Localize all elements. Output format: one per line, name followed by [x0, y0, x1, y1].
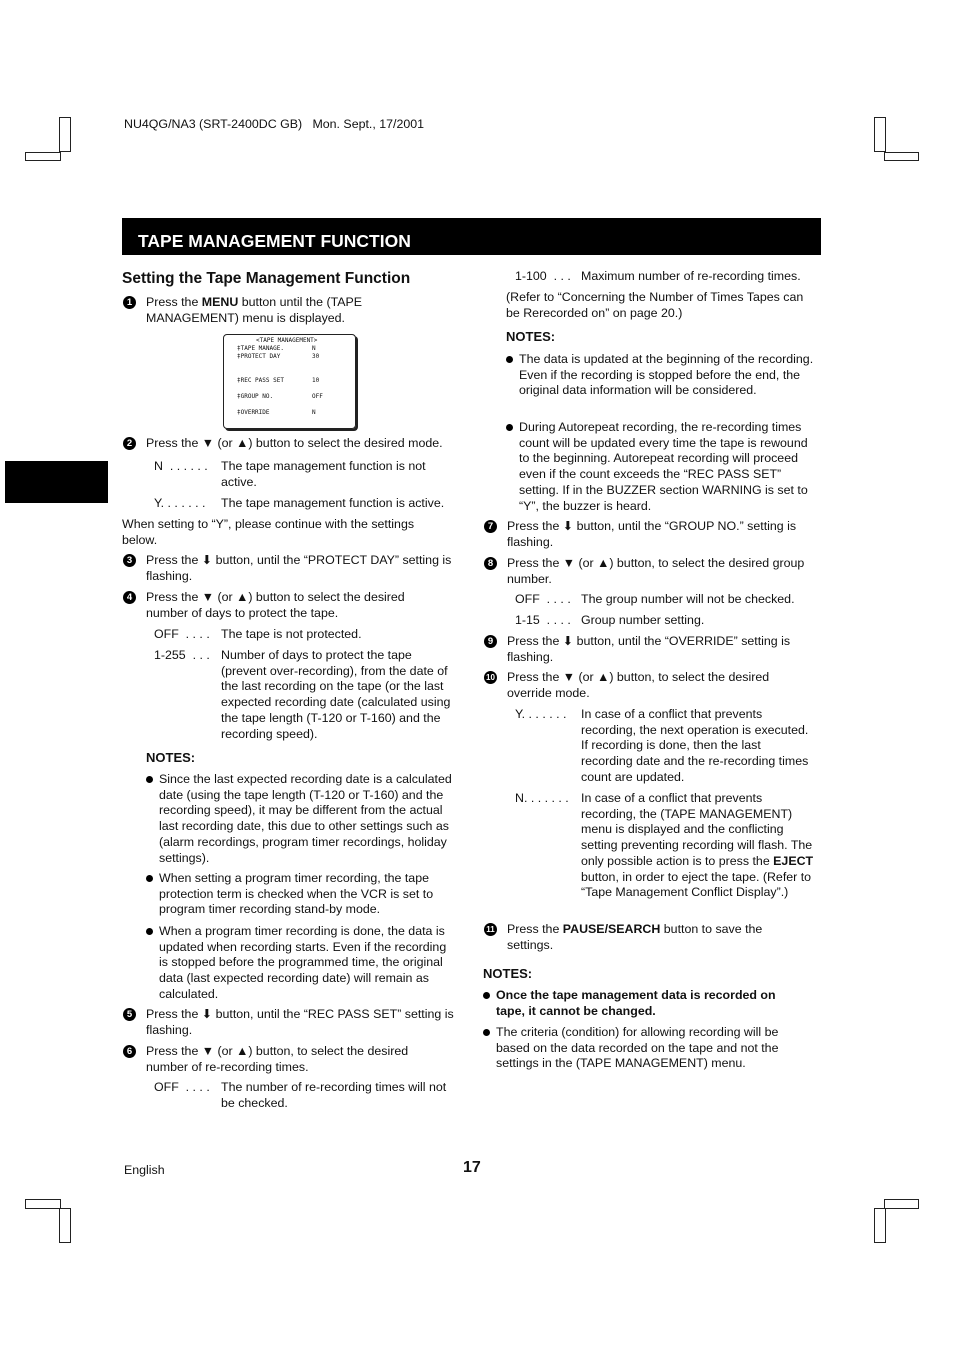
bullet-icon [483, 1029, 490, 1036]
menu-row-value: N [312, 409, 316, 416]
crop-mark [59, 1208, 71, 1243]
step-text: Press the ⬇ button, until the “REC PASS SET” setting is flashing. [146, 1007, 454, 1037]
option-key: N . . . . . . [154, 459, 208, 473]
bullet-icon [483, 992, 490, 999]
step-number: 3 [123, 554, 136, 567]
step-text: Press the ⬇ button, until the “GROUP NO.” setting is flashing. [507, 519, 797, 549]
crop-mark [874, 117, 886, 152]
footer-language: English [124, 1163, 165, 1177]
option-key: 1-100 . . . [515, 269, 571, 283]
note-item [483, 1025, 803, 1072]
step-2 [123, 436, 463, 452]
step-text: Press the ⬇ button, until the “PROTECT DAY” setting is flashing. [146, 553, 452, 583]
option-key: Y. . . . . . . [515, 707, 567, 721]
step-text: button until the (TAPE MANAGEMENT) menu is displayed. [146, 295, 363, 325]
note-text: Since the last expected recording date is a calculated date (using the tape length (T-120 or T-160) and the recording speed), it may be different from the actual last recording date, this due to other settings such as (alarm recordings, program timer recordings, holiday settings). [159, 772, 452, 865]
crop-mark [884, 1199, 919, 1209]
step-8 [484, 556, 820, 587]
crop-mark [874, 1208, 886, 1243]
note-item [146, 924, 458, 1003]
option-desc [581, 791, 819, 901]
step-text: Press the ⬇ button, until the “OVERRIDE” setting is flashing. [507, 634, 791, 664]
menu-row-label: ‡TAPE MANAGE. [237, 345, 284, 352]
step-10 [484, 670, 794, 701]
step-text: Press the [146, 295, 202, 309]
step-9 [484, 634, 816, 665]
option-key: 1-15 . . . . [515, 613, 571, 627]
section-title: TAPE MANAGEMENT FUNCTION [138, 231, 411, 251]
crop-mark [25, 1199, 61, 1209]
menu-row-label: ‡REC PASS SET [237, 377, 284, 384]
option-desc-text: In case of a conflict that prevents recording, the (TAPE MANAGEMENT) menu is displayed and the conflicting setting preventing recording will flash. The only possible action is to press the [581, 791, 813, 868]
note-text: Once the tape management data is recorded on tape, it cannot be changed. [496, 988, 776, 1018]
bullet-icon [146, 776, 153, 783]
step-4 [123, 590, 443, 621]
print-header [124, 117, 424, 133]
menu-row-value: OFF [312, 393, 323, 400]
chapter-side-tab [5, 461, 108, 503]
option-key: 1-255 . . . [154, 648, 210, 662]
note-text: The criteria (condition) for allowing recording will be based on the data recorded on the tape and not the settings in the (TAPE MANAGEMENT) menu. [496, 1025, 779, 1071]
step-6 [123, 1044, 443, 1075]
menu-display-screen [223, 334, 356, 429]
step-text: Press the ▼ (or ▲) button, to select the desired number of re-recording times. [146, 1044, 409, 1074]
option-key: N. . . . . . . [515, 791, 569, 805]
step-number: 5 [123, 1008, 136, 1021]
step-number: 10 [484, 671, 497, 684]
option-desc: The tape management function is not active. [221, 459, 426, 489]
notes-heading: NOTES: [146, 750, 196, 765]
note-text: During Autorepeat recording, the re-recording times count will be updated every time the tape is rewound to the beginning. Autorepeat recording will proceed even if the count exceeds the “REC PASS SET” setting. If in the BUZZER section WARNING is set to “Y”, the buzzer is heard. [519, 420, 808, 513]
step-5 [123, 1007, 463, 1038]
option-desc: Number of days to protect the tape (prevent over-recording), from the date of the last recording on the tape (or the last expected recording date (calculated using the tape length (T-120 or T-160) and the recording speed). [221, 648, 451, 741]
note-item [146, 871, 458, 918]
menu-row-label: ‡GROUP NO. [237, 393, 274, 400]
step-number: 4 [123, 591, 136, 604]
menu-button-label: MENU [201, 295, 239, 309]
note-item [146, 772, 458, 866]
step-number: 6 [123, 1045, 136, 1058]
menu-row-value: 30 [312, 353, 320, 360]
print-date: Mon. Sept., 17/2001 [312, 117, 425, 131]
subsection-title: Setting the Tape Management Function [122, 270, 411, 287]
step-number: 2 [123, 437, 136, 450]
bullet-icon [506, 356, 513, 363]
step-7 [484, 519, 816, 550]
option-key: OFF . . . . [154, 627, 210, 641]
step-number: 8 [484, 557, 497, 570]
bullet-icon [506, 424, 513, 431]
option-desc: In case of a conflict that prevents recording, the next operation is executed. If recording is done, then the last recording date and the re-recording times count are updated. [581, 707, 809, 784]
option-desc: The tape is not protected. [221, 627, 362, 641]
crop-mark [59, 117, 71, 152]
option-desc: The tape management function is active. [221, 496, 445, 510]
step-11 [484, 922, 794, 953]
step-number: 9 [484, 635, 497, 648]
bullet-icon [146, 875, 153, 882]
step-text: Press the ▼ (or ▲) button to select the desired mode. [146, 436, 443, 450]
step-number: 7 [484, 520, 497, 533]
option-desc: The number of re-recording times will not be checked. [221, 1080, 447, 1110]
bullet-icon [146, 928, 153, 935]
step-text: button to save the settings. [507, 922, 763, 952]
menu-row-label: ‡OVERRIDE [237, 409, 270, 416]
option-desc: Group number setting. [581, 613, 705, 627]
continue-note: When setting to “Y”, please continue with the settings below. [122, 517, 415, 547]
note-item [506, 352, 818, 399]
step-number: 1 [123, 296, 136, 309]
pause-search-button-label: PAUSE/SEARCH [562, 922, 661, 936]
note-text: When setting a program timer recording, the tape protection term is checked when the VCR is set to program timer recording stand-by mode. [159, 871, 434, 917]
step-number: 11 [484, 923, 497, 936]
option-desc: Maximum number of re-recording times. [581, 269, 801, 283]
option-key: OFF . . . . [515, 592, 571, 606]
note-text: The data is updated at the beginning of the recording. Even if the recording is stopped before the end, the original data information will be considered. [519, 352, 814, 398]
step-text: Press the [507, 922, 563, 936]
crop-mark [25, 152, 61, 161]
menu-row-label: ‡PROTECT DAY [237, 353, 281, 360]
option-desc: The group number will not be checked. [581, 592, 795, 606]
note-item [483, 988, 803, 1019]
note-text: When a program timer recording is done, the data is updated when recording starts. Even if the recording is stopped before the programmed time, the original data (last expected recording date) will remain as calculated. [159, 924, 447, 1001]
doc-reference: NU4QG/NA3 (SRT-2400DC GB) [124, 117, 303, 131]
step-text: Press the ▼ (or ▲) button, to select the desired group number. [507, 556, 805, 586]
step-3 [123, 553, 463, 584]
step-text: Press the ▼ (or ▲) button, to select the desired override mode. [507, 670, 770, 700]
menu-title: <TAPE MANAGEMENT> [256, 337, 318, 344]
menu-row-value: 10 [312, 377, 320, 384]
refer-note: (Refer to “Concerning the Number of Times Tapes can be Rerecorded on” on page 20.) [506, 290, 804, 320]
page-number: 17 [463, 1159, 481, 1176]
note-item [506, 420, 818, 514]
step-text: Press the ▼ (or ▲) button to select the desired number of days to protect the tape. [146, 590, 405, 620]
option-key: Y. . . . . . . [154, 496, 206, 510]
option-desc-text: button, in order to eject the tape. (Refer to “Tape Management Conflict Display”.) [581, 869, 812, 900]
notes-heading: NOTES: [483, 966, 533, 981]
eject-button-label: EJECT [773, 853, 814, 868]
notes-heading: NOTES: [506, 329, 556, 344]
option-key: OFF . . . . [154, 1080, 210, 1094]
section-title-bar [122, 218, 821, 255]
crop-mark [884, 152, 919, 161]
step-1 [123, 295, 453, 326]
menu-row-value: N [312, 345, 316, 352]
